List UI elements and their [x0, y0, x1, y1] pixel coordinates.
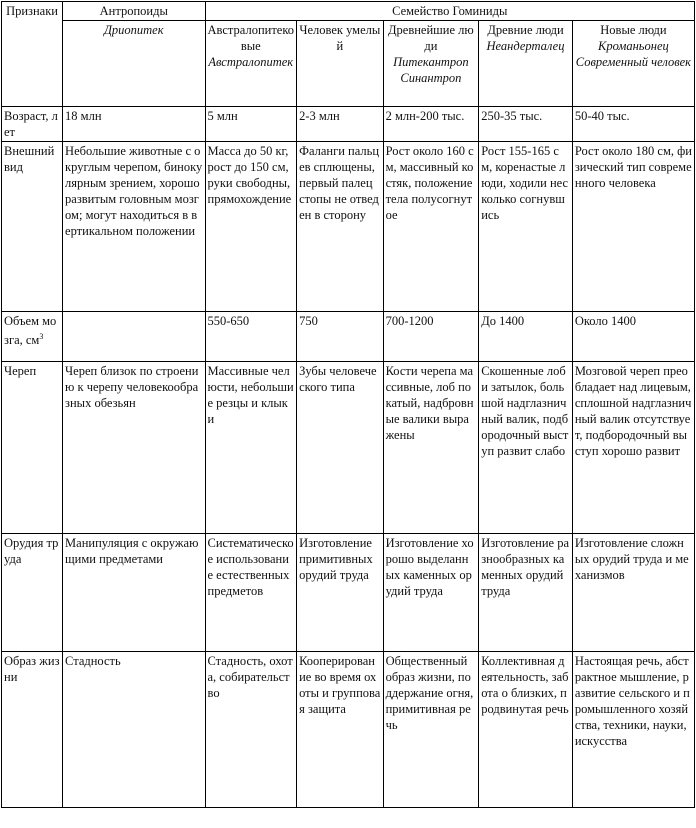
table-cell: 5 млн: [205, 107, 297, 142]
table-cell: Мозговой череп преобладает над лицевым, сплошной надглазничный валик отсутствует, подбородочный выступ хорошо развит: [572, 362, 694, 534]
table-cell: До 1400: [479, 312, 573, 362]
table-cell: Коллективная деятельность, забота о близких, продвинутая речь: [479, 652, 573, 808]
table-cell: 18 млн: [63, 107, 205, 142]
table-cell: Зубы человеческого типа: [297, 362, 383, 534]
table-cell: Общественный образ жизни, поддержание огня, примитивная речь: [383, 652, 479, 808]
table-cell: Изготовление сложных орудий труда и механизмов: [572, 534, 694, 652]
row-appearance: [2, 142, 695, 312]
table-cell: Систематическое использование естественных предметов: [205, 534, 297, 652]
header-feature: Признаки: [2, 2, 63, 107]
table-cell: 550-650: [205, 312, 297, 362]
row-label: Образ жизни: [2, 652, 63, 808]
table-cell: Рост около 180 см, физический тип современного человека: [572, 142, 694, 312]
table-cell: Изготовление примитивных орудий труда: [297, 534, 383, 652]
row-label: Орудия труда: [2, 534, 63, 652]
header-new-people: Новые люди Кроманьонец Современный человек: [572, 21, 694, 107]
table-cell: Изготовление хорошо выделанных каменных орудий труда: [383, 534, 479, 652]
table-cell: Стадность, охота, собирательство: [205, 652, 297, 808]
table-cell: Массивные челюсти, небольшие резцы и клыки: [205, 362, 297, 534]
table-cell: Масса до 50 кг, рост до 150 см, руки свободны, прямохождение: [205, 142, 297, 312]
header-ancient-people: Древнейшие люди Питекантроп Синантроп: [383, 21, 479, 107]
table-cell: 250-35 тыс.: [479, 107, 573, 142]
table-cell: 750: [297, 312, 383, 362]
table-cell: Рост около 160 см, массивный костяк, положение тела полусогнутое: [383, 142, 479, 312]
table-cell: Манипуляция с окружающими предметами: [63, 534, 205, 652]
table-cell: Рост 155-165 см, коренастые люди, ходили несколько согнувшись: [479, 142, 573, 312]
table-cell: Небольшие животные с округлым черепом, бинокулярным зрением, хорошо развитым головным мозгом; могут находиться в вертикальном положении: [63, 142, 205, 312]
superscript: 3: [39, 332, 44, 341]
row-age: [2, 107, 695, 142]
table-cell: Около 1400: [572, 312, 694, 362]
table-cell: 700-1200: [383, 312, 479, 362]
row-brain: [2, 312, 695, 362]
table-cell: Стадность: [63, 652, 205, 808]
table-cell: 2-3 млн: [297, 107, 383, 142]
table-cell: 2 млн-200 тыс.: [383, 107, 479, 142]
table-cell: Изготовление разнообразных каменных орудий труда: [479, 534, 573, 652]
header-hominids-family: Семейство Гоминиды: [205, 2, 695, 21]
header-dryopithecus: Дриопитек: [63, 21, 205, 107]
table-cell: 50-40 тыс.: [572, 107, 694, 142]
table-cell: [63, 312, 205, 362]
row-label: Внешний вид: [2, 142, 63, 312]
table-cell: Фаланги пальцев сплющены, первый палец стопы не отведен в сторону: [297, 142, 383, 312]
header-homo-habilis: Человек умелый: [297, 21, 383, 107]
row-skull: [2, 362, 695, 534]
table-cell: Кооперирование во время охоты и групповая защита: [297, 652, 383, 808]
row-lifestyle: [2, 652, 695, 808]
header-old-people: Древние люди Неандерталец: [479, 21, 573, 107]
evolution-table: [1, 1, 695, 808]
table-cell: Скошенные лоб и затылок, большой надглазничный валик, подбородочный выступ развит слабо: [479, 362, 573, 534]
table-cell: Настоящая речь, абстрактное мышление, развитие сельского и промышленного хозяйства, техники, науки, искусства: [572, 652, 694, 808]
header-anthropoids: Антропоиды: [63, 2, 205, 21]
table-cell: Кости черепа массивные, лоб покатый, надбровные валики выражены: [383, 362, 479, 534]
table-cell: Череп близок по строению к черепу человекообразных обезьян: [63, 362, 205, 534]
row-label: Череп: [2, 362, 63, 534]
row-label: Возраст, лет: [2, 107, 63, 142]
header-row-2: [2, 21, 695, 107]
row-label: Объем мозга, $см^3$: [2, 312, 63, 362]
header-australopithecines: Австралопитековые Австралопитек: [205, 21, 297, 107]
header-row-1: [2, 2, 695, 21]
row-tools: [2, 534, 695, 652]
